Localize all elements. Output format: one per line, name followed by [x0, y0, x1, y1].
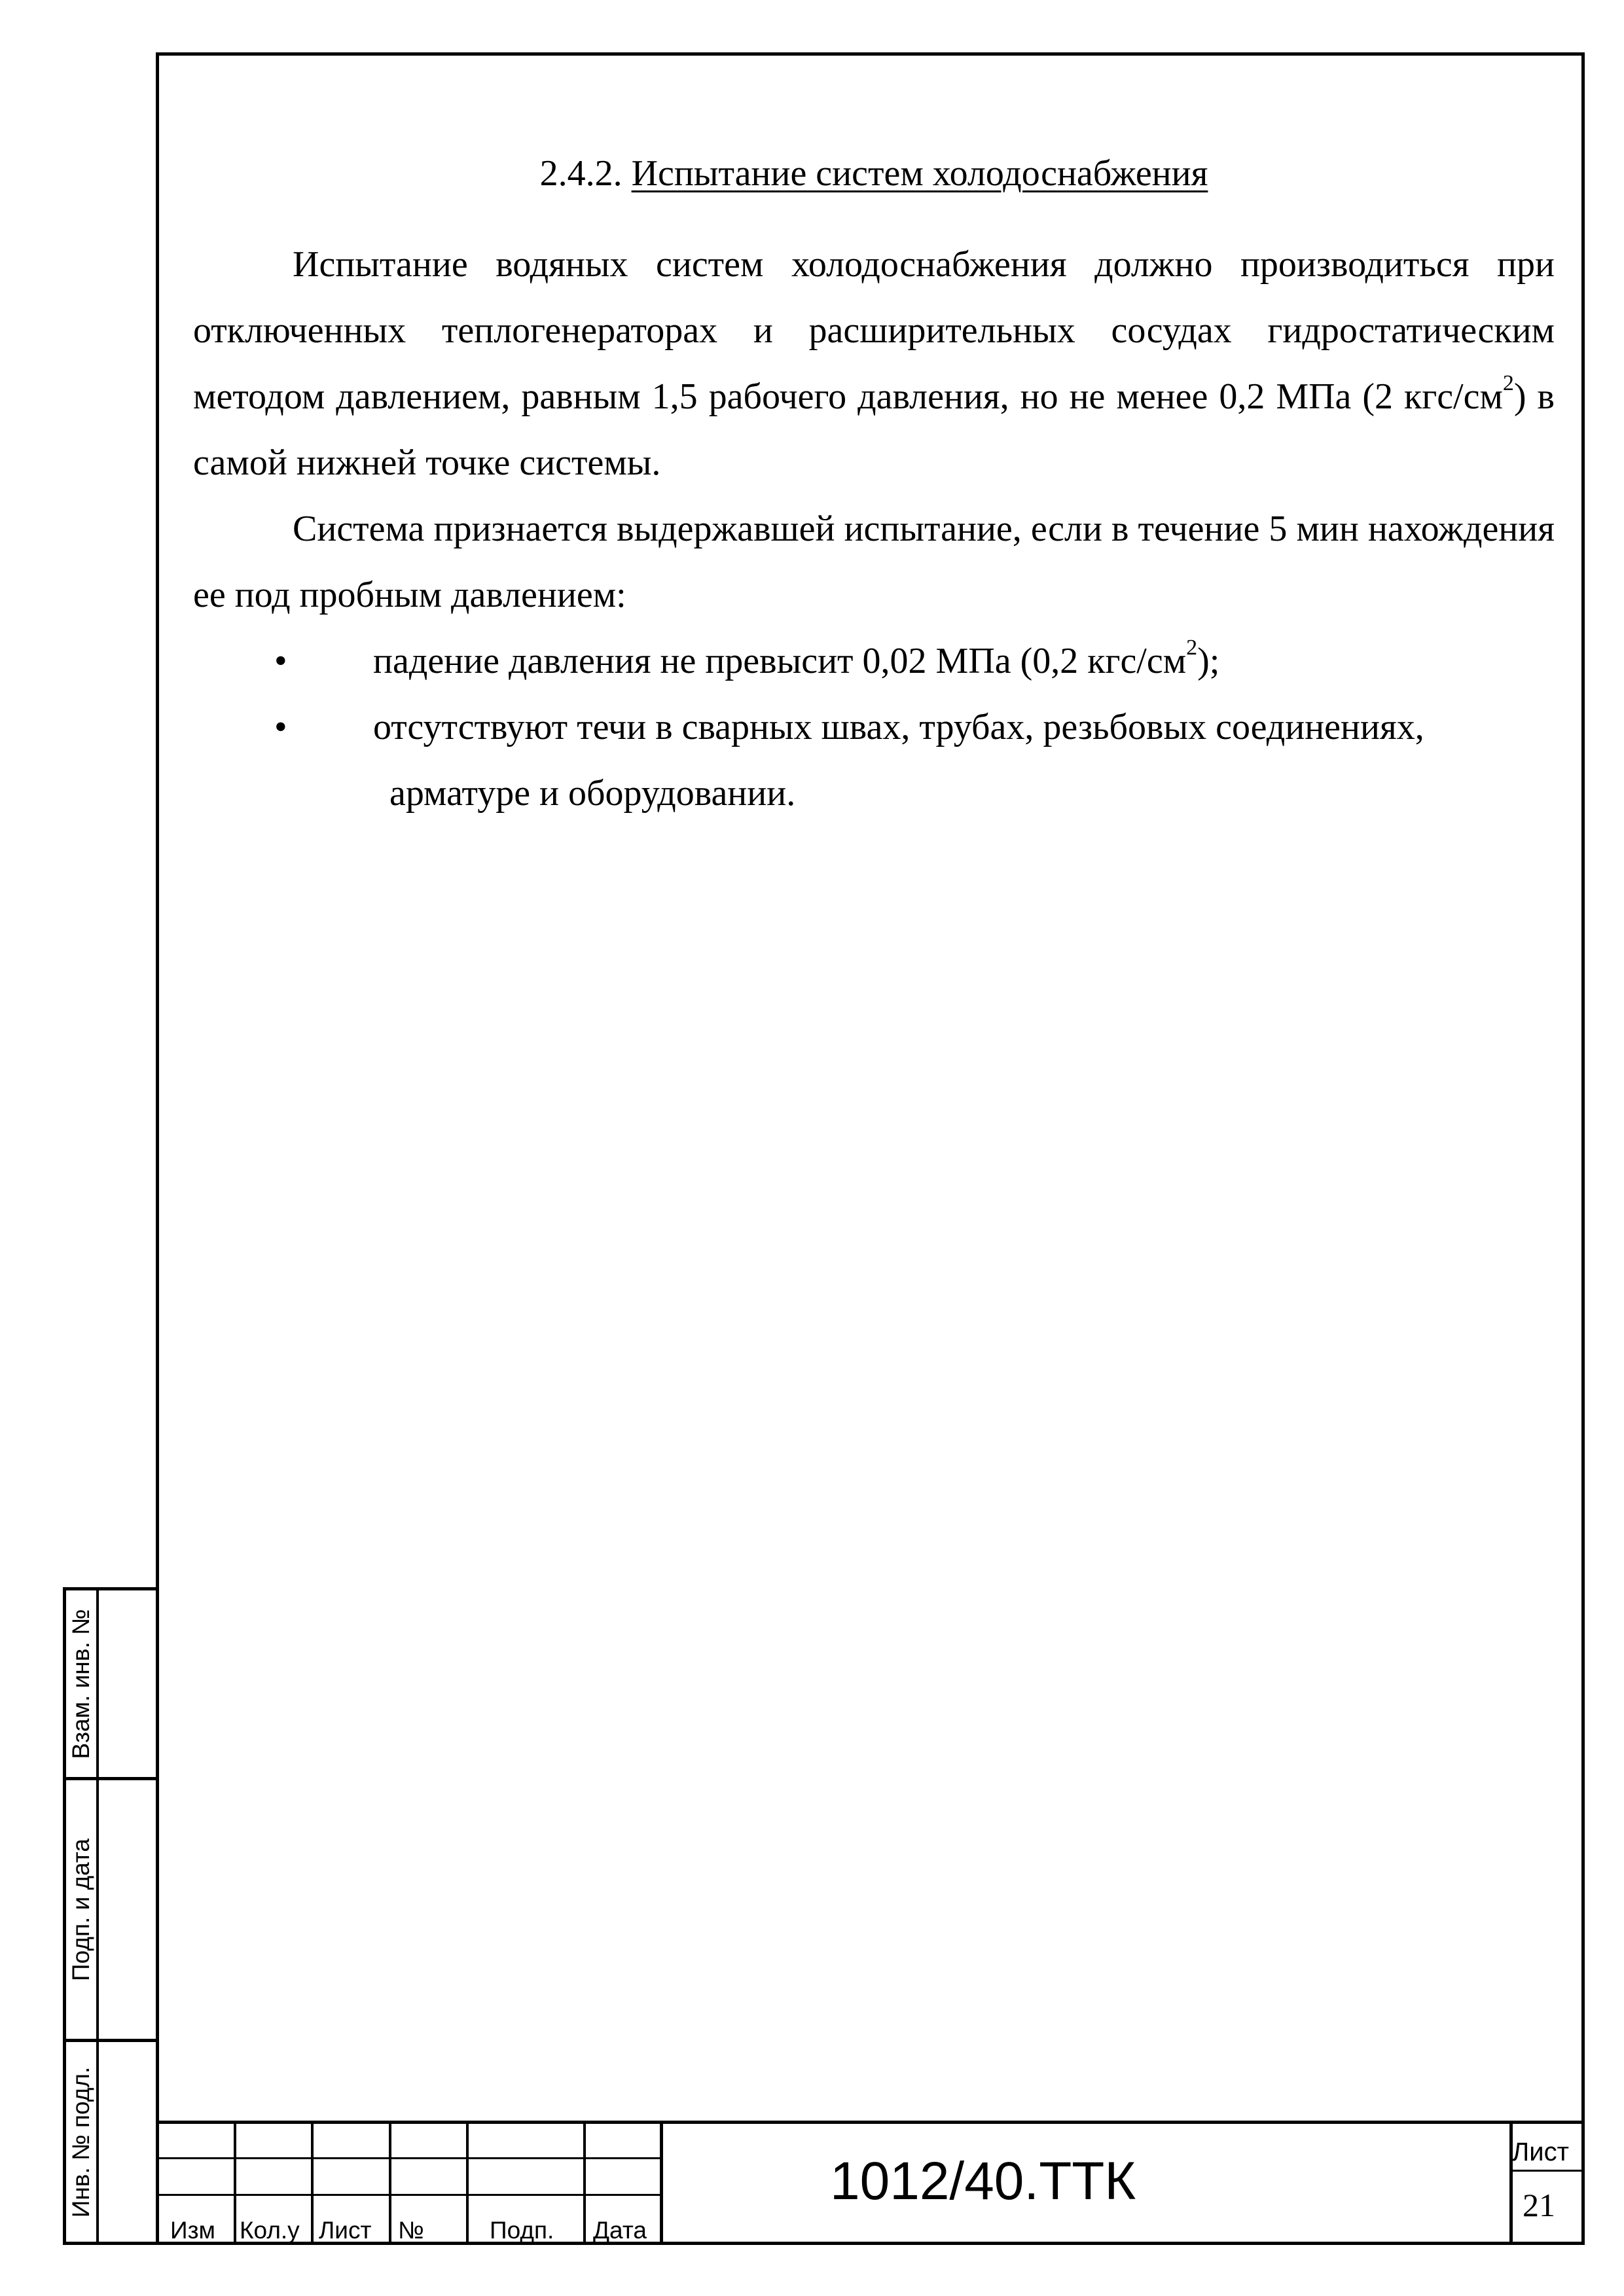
paragraph-1-text: Испытание водяных систем холодоснабжения должно производиться при отключенных теплогенераторах и расширительных сосудах гидростатическим методом давлением, равным 1,5 рабочего давления, но не менее 0,2 МПа (2 кгс/см — [193, 244, 1555, 417]
bullet-icon: • — [274, 641, 287, 681]
col-data: Дата — [593, 2217, 647, 2244]
col-izm: Изм — [170, 2217, 215, 2244]
stamp-vzam-inv — [63, 1587, 157, 1780]
col-podp: Подп. — [490, 2217, 554, 2244]
superscript: 2 — [1502, 371, 1514, 396]
col-number: № — [398, 2217, 424, 2244]
stamp-podp-data — [63, 1777, 157, 2042]
section-title: Испытание систем холодоснабжения — [631, 153, 1208, 194]
sheet-number: 21 — [1523, 2187, 1555, 2223]
col-kol: Кол.у — [240, 2217, 300, 2244]
stamp-label-inv: Инв. № подл. — [67, 2066, 94, 2217]
title-block — [156, 2121, 1585, 2245]
document-body — [193, 141, 1555, 827]
document-code: 1012/40.ТТК — [830, 2151, 1136, 2211]
list-item-text-continued: арматуре и оборудовании. — [389, 773, 796, 814]
bullet-icon: • — [274, 707, 287, 747]
list-item-text: падение давления не превысит 0,02 МПа (0,2 кгс/см — [373, 641, 1187, 681]
sheet-label: Лист — [1512, 2138, 1569, 2166]
section-number: 2.4.2. — [539, 153, 623, 194]
paragraph-1 — [193, 232, 1555, 496]
list-item-text: отсутствуют течи в сварных швах, трубах, резьбовых соединениях, — [373, 707, 1424, 747]
superscript: 2 — [1186, 636, 1198, 660]
bullet-list — [193, 628, 1555, 827]
stamp-label-vzam: Взам. инв. № — [67, 1608, 94, 1759]
section-heading — [193, 141, 1555, 207]
list-item — [193, 628, 1555, 694]
paragraph-2: Система признается выдержавшей испытание, если в течение 5 мин нахождения ее под пробным давлением: — [193, 509, 1555, 615]
stamp-label-podp: Подп. и дата — [67, 1838, 94, 1981]
stamp-inv-podl — [63, 2039, 157, 2245]
list-item — [193, 694, 1555, 827]
col-list: Лист — [319, 2217, 372, 2244]
paragraph-1-text-end: ) в самой нижней точке системы. — [193, 376, 1555, 483]
list-item-text-end: ); — [1197, 641, 1220, 681]
